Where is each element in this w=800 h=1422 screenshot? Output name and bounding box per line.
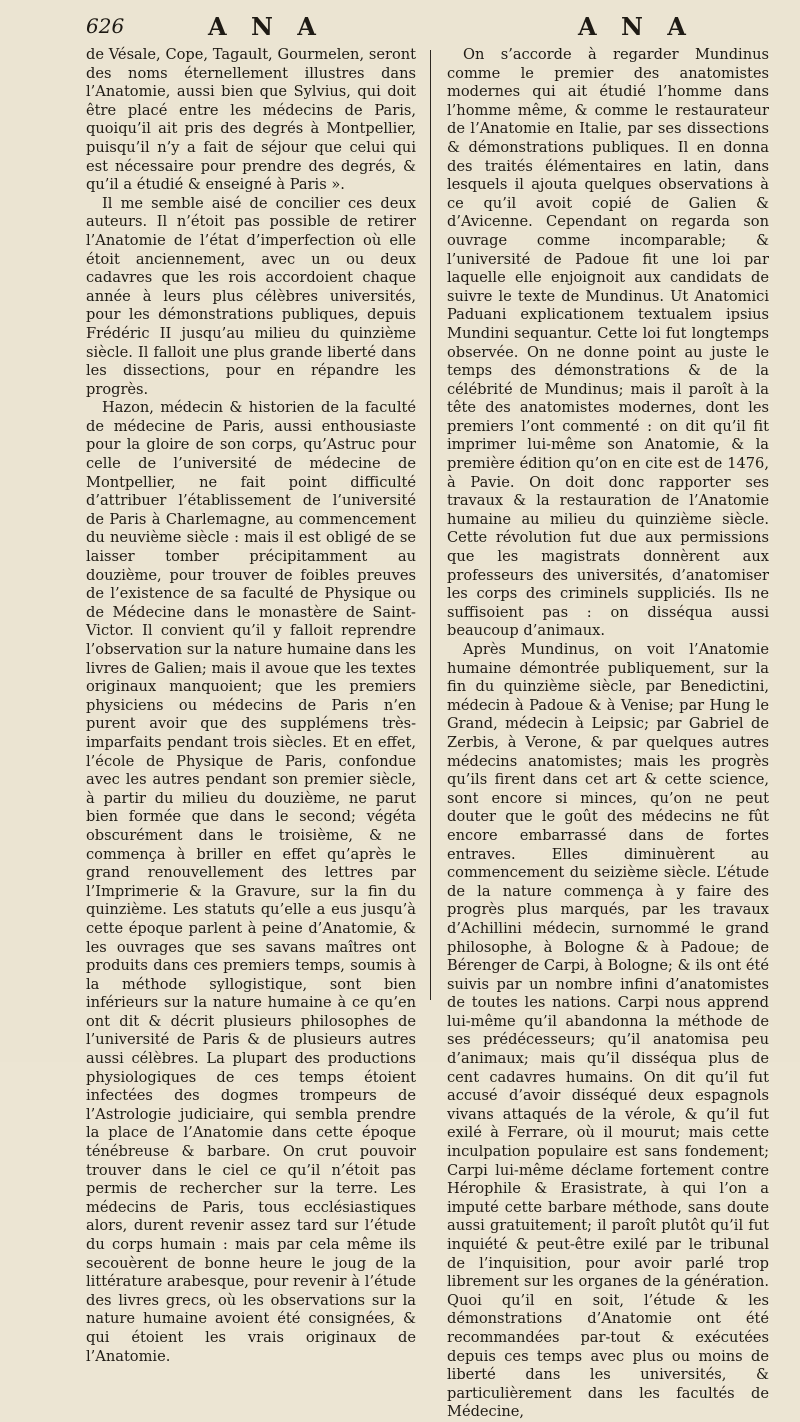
left-paragraph-2: Il me semble aisé de concilier ces deux auteurs. Il n’étoit pas possible de retirer l’Anatomie de l’état d’imperfection où elle étoit anciennement, avec un ou deux cadavres que les rois accordoient chaque année à leurs plus célèbres universités, pour les démonstrations publiques, depuis Frédéric II jusqu’au milieu du quinzième siècle. Il falloit une plus grande liberté dans les dissections, pour en répandre les progrès. bbox=[86, 194, 416, 398]
running-head-left: A N A bbox=[208, 12, 324, 41]
left-column bbox=[86, 46, 417, 1365]
column-divider bbox=[430, 50, 431, 1000]
right-column bbox=[447, 46, 769, 1421]
right-paragraph-2: Après Mundinus, on voit l’Anatomie humaine démontrée publiquement, sur la fin du quinzième siècle, par Benedictini, médecin à Padoue & à Venise; par Hung le Grand, médecin à Leipsic; par Gabriel de Zerbis, à Verone, & par quelques autres médecins anatomistes; mais les progrès qu’ils firent dans cet art & cette science, sont encore si minces, qu’on ne peut douter que le goût des médecins ne fût encore embarrassé dans de fortes entraves. Elles diminuèrent au commencement du seizième siècle. L’étude de la nature commença à y faire des progrès plus marqués, par les travaux d’Achillini médecin, surnommé le grand philosophe, à Bologne & à Padoue; de Bérenger de Carpi, à Bologne; & ils ont été suivis par un nombre infini d’anatomistes de toutes les nations. Carpi nous apprend lui-même qu’il abandonna la méthode de ses prédécesseurs; qu’il anatomisa peu d’animaux; mais qu’il disséqua plus de cent cadavres humains. On dit qu’il fut accusé d’avoir disséqué deux espagnols vivans attaqués de la vérole, & qu’il fut exilé à Ferrare, où il mourut; mais cette inculpation populaire est sans fondement; Carpi lui-même déclame fortement contre Hérophile & Erasistrate, à qui l’on a imputé cette barbare méthode, sans doute aussi gratuitement; il paroît plutôt qu’il fut inquiété & peut-être exilé par le tribunal de l’inquisition, pour avoir parlé trop librement sur les organes de la génération. Quoi qu’il en soit, l’étude & les démonstrations d’Anatomie ont été recommandées par-tout & exécutées depuis ces temps avec plus ou moins de liberté dans les universités, & particulièrement dans les facultés de Médecine, bbox=[447, 641, 769, 1421]
left-paragraph-3: Hazon, médecin & historien de la faculté de médecine de Paris, aussi enthousiaste pour la gloire de son corps, qu’Astruc pour celle de l’université de médecine de Montpellier, ne fait point difficulté d’attribuer l’établissement de l’université de Paris à Charlemagne, au commencement du neuvième siècle : mais il est obligé de se laisser tomber précipitamment au douzième, pour trouver de foibles preuves de l’existence de sa faculté de Physique ou de Médecine dans le monastère de Saint-Victor. Il convient qu’il y falloit reprendre l’observation sur la nature humaine dans les livres de Galien; mais il avoue que les textes originaux manquoient; que les premiers physiciens ou médecins de Paris n’en purent avoir que des supplémens très-imparfaits pendant trois siècles. Et en effet, l’école de Physique de Paris, confondue avec les autres pendant son premier siècle, à partir du milieu du douzième, ne parut bien formée que dans le second; végéta obscurément dans le troisième, & ne commença à briller en effet qu’après le grand renouvellement des lettres par l’Imprimerie & la Gravure, sur la fin du quinzième. Les statuts qu’elle a eus jusqu’à cette époque parlent à peine d’Anatomie, & les ouvrages que ses savans maîtres ont produits dans ces premiers temps, soumis à la méthode syllogistique, sont bien inférieurs sur la nature humaine à ce qu’en ont dit & décrit plusieurs philosophes de l’université de Paris & de plusieurs autres aussi célèbres. La plupart des productions physiologiques de ces temps étoient infectées des dogmes trompeurs de l’Astrologie judiciaire, qui sembla prendre la place de l’Anatomie dans cette époque ténébreuse & barbare. On crut pouvoir trouver dans le ciel ce qu’il n’étoit pas permis de rechercher sur la terre. Les médecins de Paris, tous ecclésiastiques alors, durent revenir assez tard sur l’étude du corps humain : mais par cela même ils secouèrent de bonne heure le joug de la littérature arabesque, pour revenir à l’étude des livres grecs, où les observations sur la nature humaine avoient été consignées, & qui étoient les vrais originaux de l’Anatomie. bbox=[86, 399, 417, 1365]
running-head-right: A N A bbox=[578, 12, 694, 41]
right-paragraph-1: On s’accorde à regarder Mundinus comme le premier des anatomistes modernes qui ait étudié l’homme dans l’homme même, & comme le restaurateur de l’Anatomie en Italie, par ses dissections & démonstrations publiques. Il en donna des traités élémentaires en latin, dans lesquels il ajouta quelques observations à ce qu’il avoit copié de Galien & d’Avicenne. Cependant on regarda son ouvrage comme incomparable; & l’université de Padoue fit une loi par laquelle elle enjoignoit aux candidats de suivre le texte de Mundinus. Ut Anatomici Paduani explicationem textualem ipsius Mundini sequantur. Cette loi fut longtemps observée. On ne donne point au juste le temps des démonstrations & de la célébrité de Mundinus; mais il paroît à la tête des anatomistes modernes, dont les premiers l’ont commenté : on dit qu’il fit imprimer lui-même son Anatomie, & la première édition qu’on en cite est de 1476, à Pavie. On doit donc rapporter ses travaux & la restauration de l’Anatomie humaine au milieu du quinzième siècle. Cette révolution fut due aux permissions que les magistrats donnèrent aux professeurs des universités, d’anatomiser les corps des criminels suppliciés. Ils ne suffisoient pas : on disséqua aussi beaucoup d’animaux. bbox=[447, 46, 769, 640]
left-paragraph-1: de Vésale, Cope, Tagault, Gourmelen, seront des noms éternellement illustres dans l’Anatomie, aussi bien que Sylvius, qui doit être placé entre les médecins de Paris, quoiqu’il ait pris des degrés à Montpellier, puisqu’il n’y a fait de séjour que celui qui est nécessaire pour prendre des degrés, & qu’il a étudié & enseigné à Paris ». bbox=[86, 46, 416, 194]
page-number: 626 bbox=[86, 14, 125, 38]
